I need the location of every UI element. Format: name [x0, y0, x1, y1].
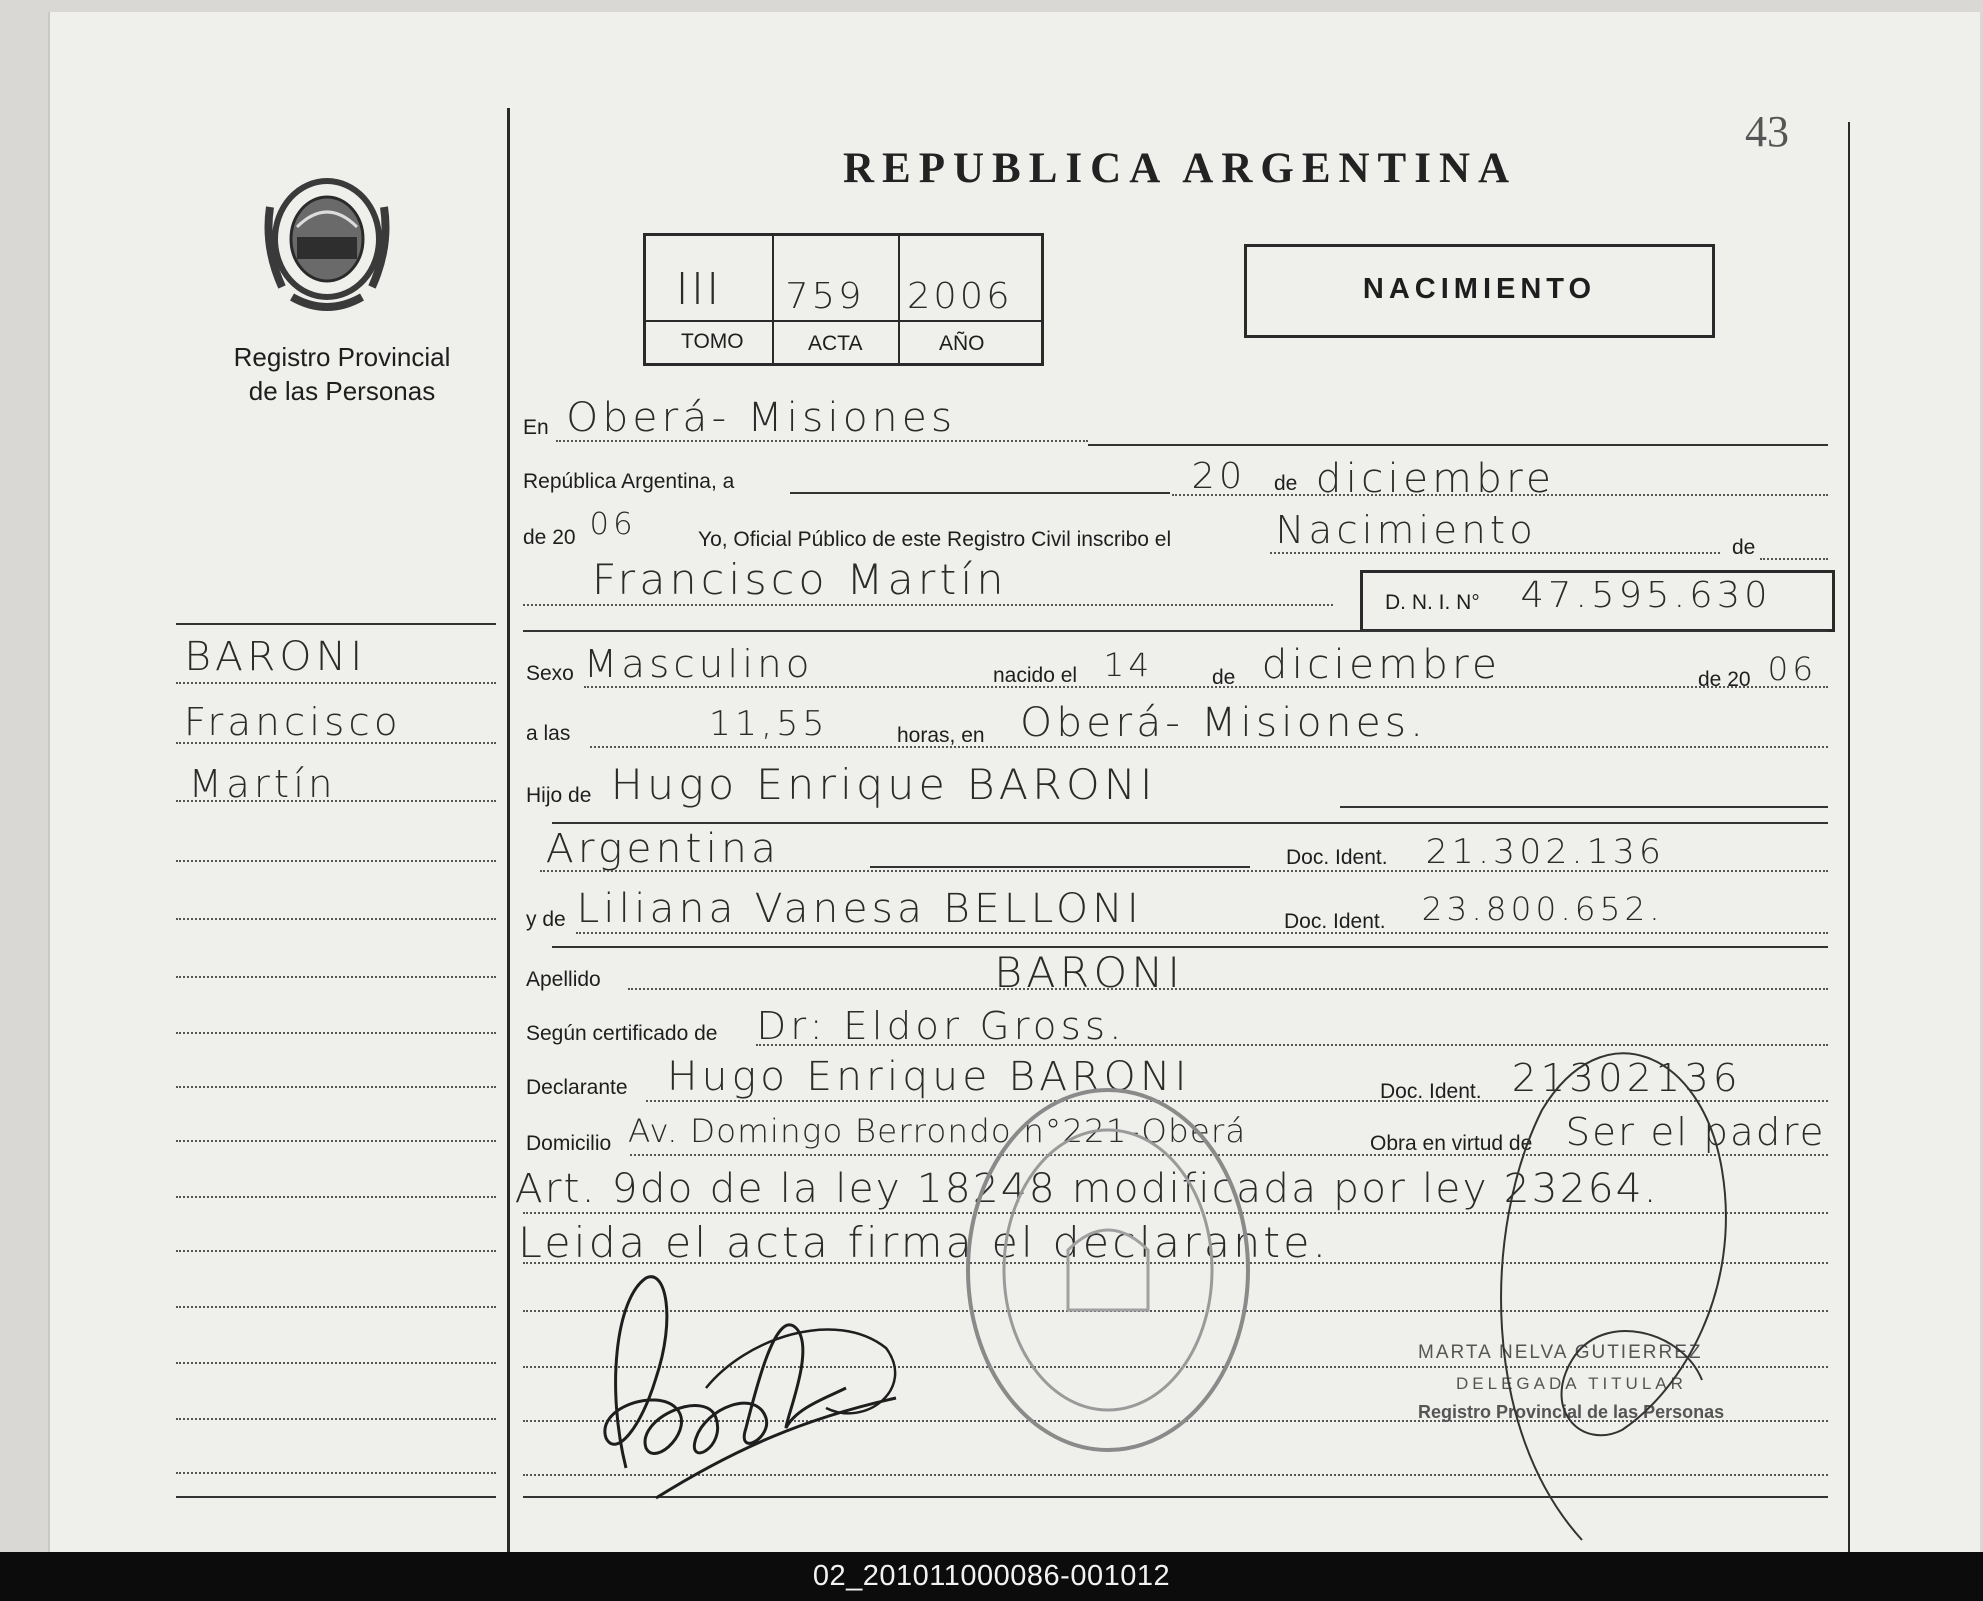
field-line: [540, 870, 1828, 872]
sidebar-top-line: [176, 623, 496, 625]
sidebar-line: [176, 1196, 496, 1198]
sexo-label: Sexo: [526, 662, 574, 685]
sidebar-line: [176, 1472, 496, 1474]
official-name: MARTA NELVA GUTIERREZ: [1418, 1342, 1703, 1363]
declarante-label: Declarante: [526, 1076, 628, 1099]
sidebar-line: [176, 1306, 496, 1308]
inscribe-value: Nacimiento: [1275, 508, 1537, 552]
month-value: diciembre: [1315, 456, 1556, 502]
field-line: [790, 492, 1170, 494]
sidebar-surname: BARONI: [184, 634, 367, 680]
field-line: [556, 440, 1088, 442]
obra-label: Obra en virtud de: [1370, 1132, 1533, 1155]
acta-value: 759: [785, 276, 865, 317]
padre-value: Hugo Enrique BARONI: [610, 760, 1157, 809]
notes-line-1: Art. 9do de la ley 18248 modificada por ley 23264.: [514, 1166, 1659, 1212]
alas-label: a las: [526, 722, 571, 745]
acta-label: ACTA: [808, 332, 863, 355]
registry-name-line2: de las Personas: [248, 376, 436, 406]
anio-label: AÑO: [939, 332, 985, 355]
declarante-doc: 21302136: [1511, 1056, 1742, 1100]
anio-value: 2006: [906, 276, 1013, 317]
page-number: 43: [1745, 107, 1789, 156]
apellido-value: BARONI: [994, 948, 1185, 997]
obra-value: Ser el padre: [1565, 1110, 1826, 1154]
padre-doc: 21.302.136: [1425, 832, 1666, 872]
dni-box: [1360, 570, 1835, 632]
dni-label: D. N. I. N°: [1385, 591, 1480, 614]
sexo-value: Masculino: [583, 642, 814, 686]
apellido-label: Apellido: [526, 968, 601, 991]
field-line: [1340, 806, 1828, 808]
sidebar-line: [176, 1032, 496, 1034]
sidebar-line: [176, 918, 496, 920]
registry-name-line1: Registro Provincial: [233, 342, 451, 372]
sidebar-bottom-line: [176, 1496, 496, 1498]
dni-value: 47.595.630: [1520, 575, 1772, 616]
nacido-year-prefix: de 20: [1698, 668, 1751, 691]
record-id-table: [643, 233, 1044, 366]
sidebar-line: [176, 860, 496, 862]
tomo-value: III: [675, 264, 722, 315]
field-line: [1270, 552, 1720, 554]
field-line: [584, 686, 1828, 688]
en-label: En: [523, 416, 549, 439]
section-line: [523, 630, 1828, 632]
year-value: 06: [589, 507, 637, 542]
field-line: [590, 746, 1828, 748]
lugar-value: Oberá- Misiones.: [1020, 700, 1428, 746]
hora-value: 11,55: [708, 704, 829, 744]
field-line: [523, 604, 1333, 606]
de-label-1: de: [1274, 472, 1298, 495]
sidebar-line: [176, 1362, 496, 1364]
yde-label: y de: [526, 908, 566, 931]
sidebar-line: [176, 742, 496, 744]
sidebar-line: [176, 1250, 496, 1252]
nacido-day: 14: [1103, 646, 1154, 684]
certificado-value: Dr: Eldor Gross.: [756, 1004, 1126, 1048]
nacido-month: diciembre: [1261, 642, 1502, 688]
official-signature: [1462, 1030, 1782, 1550]
record-type-box: [1244, 244, 1715, 338]
segun-label: Según certificado de: [526, 1022, 718, 1045]
domicilio-value: Av. Domingo Berrondo n°221-Oberá: [627, 1112, 1247, 1150]
field-line: [1760, 558, 1828, 560]
field-line: [1172, 494, 1828, 496]
sidebar-line: [176, 1140, 496, 1142]
province-seal-logo: [262, 167, 392, 317]
horas-label: horas, en: [897, 724, 985, 747]
notes-line-2: Leida el acta firma el declarante.: [518, 1218, 1330, 1267]
sidebar-given-1: Francisco: [183, 700, 402, 744]
country-title: REPUBLICA ARGENTINA: [843, 145, 1518, 192]
file-id-bar: 02_201011000086-001012: [0, 1552, 1983, 1601]
sidebar-given-2: Martín: [188, 762, 337, 806]
madre-value: Liliana Vanesa BELLONI: [576, 886, 1143, 932]
sidebar-line: [176, 800, 496, 802]
padre-nacionalidad: Argentina: [545, 826, 781, 872]
nacido-year: 06: [1767, 650, 1818, 688]
sidebar-line: [176, 682, 496, 684]
year-prefix: de 20: [523, 526, 576, 549]
madre-doc: 23.800.652.: [1421, 890, 1664, 928]
field-line: [1088, 444, 1828, 446]
right-border: [1848, 122, 1850, 1552]
field-line: [576, 932, 1828, 934]
official-org: Registro Provincial de las Personas: [1418, 1402, 1725, 1422]
field-line: [628, 988, 1828, 990]
de-label-2: de: [1732, 536, 1756, 559]
madre-doc-label: Doc. Ident.: [1284, 910, 1386, 933]
field-line: [870, 866, 1250, 868]
sidebar-divider: [507, 108, 510, 1552]
republica-label: República Argentina, a: [523, 470, 735, 493]
domicilio-label: Domicilio: [526, 1132, 612, 1155]
sidebar-line: [176, 1086, 496, 1088]
de-label-3: de: [1212, 666, 1236, 689]
day-value: 20: [1191, 456, 1247, 497]
record-type: NACIMIENTO: [1362, 273, 1597, 305]
declarante-doc-label: Doc. Ident.: [1380, 1080, 1482, 1103]
sidebar-line: [176, 976, 496, 978]
hijo-label: Hijo de: [526, 784, 592, 807]
en-value: Oberá- Misiones: [566, 395, 957, 441]
section-line: [552, 946, 1828, 948]
oficial-text: Yo, Oficial Público de este Registro Civil inscribo el: [698, 528, 1172, 551]
nacido-label: nacido el: [993, 664, 1078, 687]
declarante-value: Hugo Enrique BARONI: [666, 1054, 1191, 1100]
section-line: [552, 822, 1828, 824]
sidebar-line: [176, 1418, 496, 1420]
padre-doc-label: Doc. Ident.: [1286, 846, 1388, 869]
declarant-signature: [586, 1268, 906, 1508]
tomo-label: TOMO: [681, 330, 744, 353]
name-value: Francisco Martín: [591, 555, 1008, 604]
official-round-seal: [958, 1080, 1258, 1460]
official-title: DELEGADA TITULAR: [1456, 1374, 1687, 1393]
